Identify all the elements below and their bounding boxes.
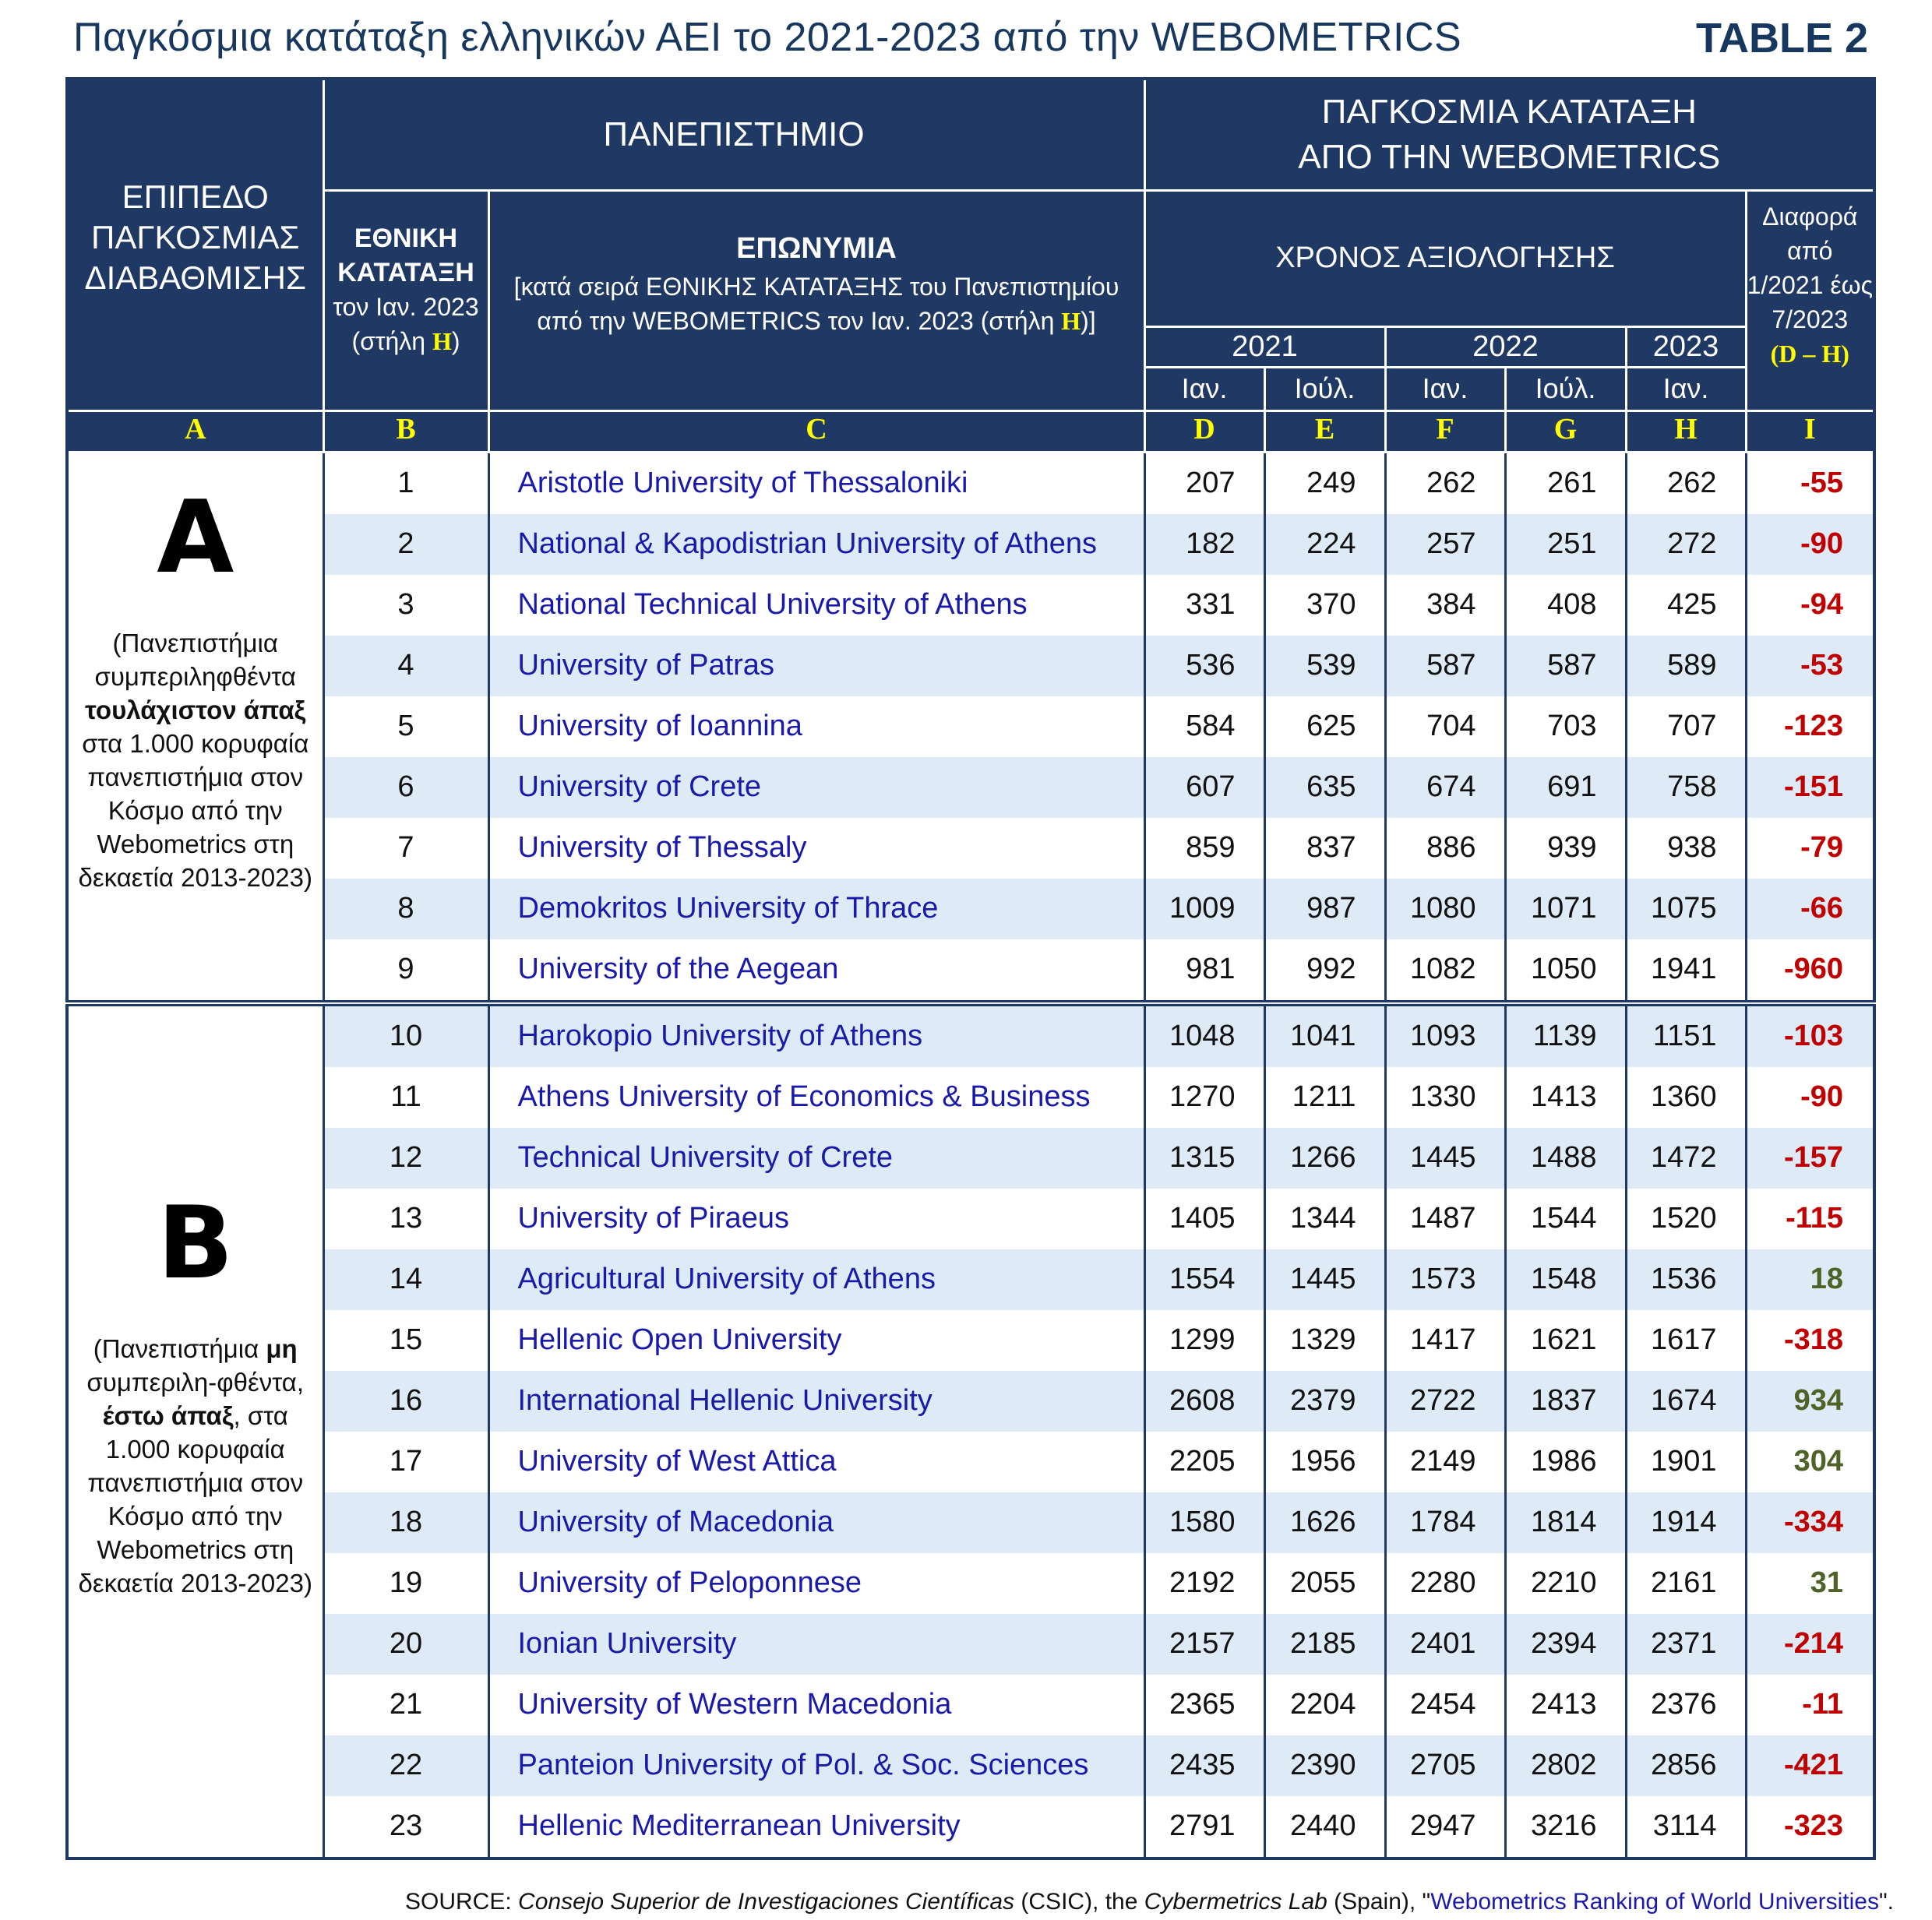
university-name[interactable]: Ionian University (488, 1614, 1144, 1675)
table-row (67, 514, 1874, 575)
rank-jan-2021: 2365 (1144, 1675, 1264, 1735)
university-name[interactable]: Athens University of Economics & Business (488, 1067, 1144, 1128)
rank-jul-2022: 2210 (1505, 1553, 1626, 1614)
rank-jul-2021: 635 (1264, 757, 1385, 818)
rank-jan-2021: 1299 (1144, 1310, 1264, 1371)
ranking-table (65, 77, 1876, 1860)
national-rank: 15 (323, 1310, 488, 1371)
table-row (67, 1675, 1874, 1735)
rank-jan-2021: 2192 (1144, 1553, 1264, 1614)
rank-diff: -157 (1746, 1128, 1874, 1189)
year-2023: 2023 (1626, 326, 1746, 367)
col-letter: C (488, 410, 1144, 452)
rank-jan-2023: 1151 (1626, 1003, 1746, 1067)
rank-jan-2021: 2435 (1144, 1735, 1264, 1796)
rank-jan-2021: 584 (1144, 696, 1264, 757)
rank-jul-2021: 1211 (1264, 1067, 1385, 1128)
rank-jan-2022: 2454 (1385, 1675, 1505, 1735)
rank-jan-2023: 1360 (1626, 1067, 1746, 1128)
rank-diff: -123 (1746, 696, 1874, 757)
rank-jul-2021: 539 (1264, 636, 1385, 696)
col-letter: F (1385, 410, 1505, 452)
national-rank: 2 (323, 514, 488, 575)
rank-jan-2021: 331 (1144, 575, 1264, 636)
col-letter: A (67, 410, 323, 452)
rank-diff: -66 (1746, 879, 1874, 939)
table-row (67, 696, 1874, 757)
table-row (67, 818, 1874, 879)
rank-jul-2022: 3216 (1505, 1796, 1626, 1858)
rank-jan-2021: 536 (1144, 636, 1264, 696)
rank-jul-2022: 1986 (1505, 1432, 1626, 1492)
col-letter: G (1505, 410, 1626, 452)
rank-diff: 31 (1746, 1553, 1874, 1614)
rank-jul-2022: 2394 (1505, 1614, 1626, 1675)
table-row (67, 1189, 1874, 1249)
rank-jan-2021: 207 (1144, 452, 1264, 514)
rank-jul-2022: 1050 (1505, 939, 1626, 1003)
rank-jan-2022: 2149 (1385, 1432, 1505, 1492)
national-rank: 16 (323, 1371, 488, 1432)
rank-jan-2023: 272 (1626, 514, 1746, 575)
university-name[interactable]: University of West Attica (488, 1432, 1144, 1492)
rank-jan-2023: 1901 (1626, 1432, 1746, 1492)
page-title: Παγκόσμια κατάταξη ελληνικών ΑΕΙ το 2021-2023 από την WEBOMETRICS (73, 15, 1462, 60)
national-rank: 17 (323, 1432, 488, 1492)
col-letter: I (1746, 410, 1874, 452)
rank-jul-2022: 1139 (1505, 1003, 1626, 1067)
university-name[interactable]: National Technical University of Athens (488, 575, 1144, 636)
table-row (67, 757, 1874, 818)
rank-jul-2021: 1266 (1264, 1128, 1385, 1189)
rank-jan-2022: 257 (1385, 514, 1505, 575)
rank-jul-2022: 1488 (1505, 1128, 1626, 1189)
national-rank: 12 (323, 1128, 488, 1189)
col-letter: D (1144, 410, 1264, 452)
rank-jan-2022: 262 (1385, 452, 1505, 514)
rank-jul-2022: 2413 (1505, 1675, 1626, 1735)
rank-jul-2021: 2390 (1264, 1735, 1385, 1796)
global-rank-header: ΠΑΓΚΟΣΜΙΑ ΚΑΤΑΤΑΞΗ ΑΠΟ ΤΗΝ WEBOMETRICS (1144, 79, 1874, 190)
rank-diff: 934 (1746, 1371, 1874, 1432)
level-group-b (67, 1003, 323, 1858)
rank-jul-2021: 249 (1264, 452, 1385, 514)
level-letter: A (157, 479, 234, 596)
rank-jan-2023: 1075 (1626, 879, 1746, 939)
rank-diff: -90 (1746, 514, 1874, 575)
rank-jul-2022: 2802 (1505, 1735, 1626, 1796)
rank-jan-2022: 384 (1385, 575, 1505, 636)
rank-diff: -421 (1746, 1735, 1874, 1796)
rank-jul-2021: 625 (1264, 696, 1385, 757)
rank-jan-2022: 2722 (1385, 1371, 1505, 1432)
national-rank: 21 (323, 1675, 488, 1735)
rank-jan-2022: 1445 (1385, 1128, 1505, 1189)
rank-diff: -53 (1746, 636, 1874, 696)
rank-jan-2022: 704 (1385, 696, 1505, 757)
rank-jul-2021: 1344 (1264, 1189, 1385, 1249)
rank-diff: -960 (1746, 939, 1874, 1003)
rank-jul-2022: 1621 (1505, 1310, 1626, 1371)
rank-diff: -323 (1746, 1796, 1874, 1858)
rank-jan-2023: 3114 (1626, 1796, 1746, 1858)
rank-jan-2023: 707 (1626, 696, 1746, 757)
source-note: SOURCE: Consejo Superior de Investigaciones Científicas (CSIC), the Cybermetrics Lab (Spain), "Webometrics Ranking of World Universities". (405, 1889, 1894, 1915)
university-header: ΠΑΝΕΠΙΣΤΗΜΙΟ (323, 79, 1144, 190)
rank-jan-2023: 262 (1626, 452, 1746, 514)
month-d: Ιαν. (1144, 367, 1264, 410)
rank-jul-2022: 587 (1505, 636, 1626, 696)
month-e: Ιούλ. (1264, 367, 1385, 410)
rank-jan-2021: 981 (1144, 939, 1264, 1003)
rank-jan-2023: 938 (1626, 818, 1746, 879)
rank-jan-2022: 2401 (1385, 1614, 1505, 1675)
university-name[interactable]: National & Kapodistrian University of Athens (488, 514, 1144, 575)
university-name[interactable]: Harokopio University of Athens (488, 1003, 1144, 1067)
rank-jul-2021: 1956 (1264, 1432, 1385, 1492)
table-row (67, 1003, 1874, 1067)
rank-jan-2023: 2376 (1626, 1675, 1746, 1735)
rank-jan-2023: 1520 (1626, 1189, 1746, 1249)
level-desc: (Πανεπιστήμια συμπεριληφθέντα τουλάχιστον άπαξ στα 1.000 κορυφαία πανεπιστήμια στον Κόσμο από την Webometrics στη δεκαετία 2013-2023) (78, 628, 312, 892)
column-letters (67, 410, 1874, 452)
table-row (67, 1553, 1874, 1614)
table-row (67, 879, 1874, 939)
rank-diff: -94 (1746, 575, 1874, 636)
rank-jan-2022: 1573 (1385, 1249, 1505, 1310)
rank-jan-2021: 1270 (1144, 1067, 1264, 1128)
source-link[interactable]: Webometrics Ranking of World Universities (1430, 1889, 1879, 1915)
table-header (67, 79, 1874, 452)
national-rank: 14 (323, 1249, 488, 1310)
rank-jan-2023: 425 (1626, 575, 1746, 636)
table-row (67, 1067, 1874, 1128)
rank-jan-2022: 2947 (1385, 1796, 1505, 1858)
rank-jul-2022: 691 (1505, 757, 1626, 818)
national-rank: 3 (323, 575, 488, 636)
rank-diff: -90 (1746, 1067, 1874, 1128)
national-rank: 6 (323, 757, 488, 818)
rank-jan-2022: 2280 (1385, 1553, 1505, 1614)
rank-jan-2021: 859 (1144, 818, 1264, 879)
table-row (67, 575, 1874, 636)
rank-jan-2021: 1315 (1144, 1128, 1264, 1189)
level-group-a (67, 452, 323, 1003)
national-rank: 7 (323, 818, 488, 879)
rank-jul-2022: 703 (1505, 696, 1626, 757)
level-desc: (Πανεπιστήμια μη συμπεριλη-φθέντα, έστω άπαξ, στα 1.000 κορυφαία πανεπιστήμια στον Κόσμο από την Webometrics στη δεκαετία 2013-2023) (78, 1333, 312, 1598)
rank-jan-2021: 2157 (1144, 1614, 1264, 1675)
rank-jul-2021: 2440 (1264, 1796, 1385, 1858)
rank-jul-2021: 224 (1264, 514, 1385, 575)
rank-jan-2023: 1914 (1626, 1492, 1746, 1553)
rank-jan-2022: 1784 (1385, 1492, 1505, 1553)
university-name[interactable]: Hellenic Open University (488, 1310, 1144, 1371)
rank-jan-2021: 1048 (1144, 1003, 1264, 1067)
rank-jul-2021: 1329 (1264, 1310, 1385, 1371)
rank-jan-2021: 1009 (1144, 879, 1264, 939)
rank-jan-2022: 1080 (1385, 879, 1505, 939)
rank-jul-2021: 1041 (1264, 1003, 1385, 1067)
rank-jan-2023: 1941 (1626, 939, 1746, 1003)
month-h: Ιαν. (1626, 367, 1746, 410)
table-row (67, 1735, 1874, 1796)
rank-jan-2022: 674 (1385, 757, 1505, 818)
university-name[interactable]: Aristotle University of Thessaloniki (488, 452, 1144, 514)
rank-jul-2022: 939 (1505, 818, 1626, 879)
rank-diff: -79 (1746, 818, 1874, 879)
university-name[interactable]: Agricultural University of Athens (488, 1249, 1144, 1310)
rank-diff: 18 (1746, 1249, 1874, 1310)
national-rank: 13 (323, 1189, 488, 1249)
rank-jul-2021: 2204 (1264, 1675, 1385, 1735)
rank-diff: -151 (1746, 757, 1874, 818)
rank-jul-2022: 1071 (1505, 879, 1626, 939)
national-rank: 9 (323, 939, 488, 1003)
rank-jan-2023: 2161 (1626, 1553, 1746, 1614)
university-name[interactable]: University of Ioannina (488, 696, 1144, 757)
col-letter: H (1626, 410, 1746, 452)
university-name[interactable]: Technical University of Crete (488, 1128, 1144, 1189)
table-row (67, 1432, 1874, 1492)
rank-jul-2022: 261 (1505, 452, 1626, 514)
rank-jul-2021: 2379 (1264, 1371, 1385, 1432)
rank-jul-2022: 1548 (1505, 1249, 1626, 1310)
table-row (67, 1128, 1874, 1189)
table-body (67, 452, 1874, 1858)
table-tag: TABLE 2 (1695, 15, 1868, 62)
name-header: ΕΠΩΝΥΜΙΑ [κατά σειρά ΕΘΝΙΚΗΣ ΚΑΤΑΤΑΞΗΣ του Πανεπιστημίου από την WEBOMETRICS τον Ιαν. 2023 (στήλη H)] (488, 190, 1144, 410)
rank-jan-2021: 2608 (1144, 1371, 1264, 1432)
rank-jul-2022: 408 (1505, 575, 1626, 636)
rank-jul-2021: 2055 (1264, 1553, 1385, 1614)
rank-jan-2021: 2205 (1144, 1432, 1264, 1492)
rank-jan-2022: 1417 (1385, 1310, 1505, 1371)
rank-jan-2021: 607 (1144, 757, 1264, 818)
university-name[interactable]: University of the Aegean (488, 939, 1144, 1003)
university-name[interactable]: Hellenic Mediterranean University (488, 1796, 1144, 1858)
university-name[interactable]: Panteion University of Pol. & Soc. Sciences (488, 1735, 1144, 1796)
rank-jan-2023: 758 (1626, 757, 1746, 818)
rank-diff: -334 (1746, 1492, 1874, 1553)
rank-jan-2022: 1093 (1385, 1003, 1505, 1067)
rank-diff: -11 (1746, 1675, 1874, 1735)
university-name[interactable]: University of Crete (488, 757, 1144, 818)
rank-jul-2022: 1544 (1505, 1189, 1626, 1249)
month-f: Ιαν. (1385, 367, 1505, 410)
col-letter: B (323, 410, 488, 452)
rank-jan-2023: 1536 (1626, 1249, 1746, 1310)
table-row (67, 939, 1874, 1003)
national-rank: 18 (323, 1492, 488, 1553)
national-rank: 8 (323, 879, 488, 939)
table-row (67, 636, 1874, 696)
university-name[interactable]: University of Macedonia (488, 1492, 1144, 1553)
national-rank: 5 (323, 696, 488, 757)
table-row (67, 1614, 1874, 1675)
rank-jan-2023: 2856 (1626, 1735, 1746, 1796)
rank-jan-2023: 1674 (1626, 1371, 1746, 1432)
university-name[interactable]: University of Patras (488, 636, 1144, 696)
rank-jan-2021: 1554 (1144, 1249, 1264, 1310)
rank-jul-2021: 837 (1264, 818, 1385, 879)
national-rank: 20 (323, 1614, 488, 1675)
national-rank: 22 (323, 1735, 488, 1796)
rank-diff: -55 (1746, 452, 1874, 514)
rank-jan-2021: 2791 (1144, 1796, 1264, 1858)
level-letter: B (157, 1185, 234, 1302)
rank-jul-2021: 370 (1264, 575, 1385, 636)
rank-jan-2022: 886 (1385, 818, 1505, 879)
month-g: Ιούλ. (1505, 367, 1626, 410)
national-rank: 4 (323, 636, 488, 696)
year-2021: 2021 (1144, 326, 1385, 367)
col-letter: E (1264, 410, 1385, 452)
rank-jan-2022: 587 (1385, 636, 1505, 696)
national-rank: 19 (323, 1553, 488, 1614)
rank-jan-2022: 1487 (1385, 1189, 1505, 1249)
rank-jul-2022: 1814 (1505, 1492, 1626, 1553)
university-name[interactable]: University of Western Macedonia (488, 1675, 1144, 1735)
diff-header: Διαφορά από 1/2021 έως 7/2023 (D – H) (1746, 190, 1874, 410)
table-row (67, 1371, 1874, 1432)
rank-jul-2022: 1837 (1505, 1371, 1626, 1432)
rank-jan-2021: 1580 (1144, 1492, 1264, 1553)
national-rank: 1 (323, 452, 488, 514)
table-row (67, 1796, 1874, 1858)
rank-jul-2021: 1626 (1264, 1492, 1385, 1553)
table-row (67, 452, 1874, 514)
university-name[interactable]: University of Piraeus (488, 1189, 1144, 1249)
rank-jan-2023: 1617 (1626, 1310, 1746, 1371)
rank-jul-2021: 992 (1264, 939, 1385, 1003)
rank-jul-2021: 2185 (1264, 1614, 1385, 1675)
rank-diff: 304 (1746, 1432, 1874, 1492)
rank-jan-2021: 182 (1144, 514, 1264, 575)
rank-diff: -214 (1746, 1614, 1874, 1675)
level-header: ΕΠΙΠΕΔΟ ΠΑΓΚΟΣΜΙΑΣ ΔΙΑΒΑΘΜΙΣΗΣ (67, 79, 323, 410)
national-rank: 10 (323, 1003, 488, 1067)
university-name[interactable]: University of Peloponnese (488, 1553, 1144, 1614)
table-row (67, 1492, 1874, 1553)
table-row (67, 1249, 1874, 1310)
rank-jan-2022: 2705 (1385, 1735, 1505, 1796)
rank-jan-2022: 1082 (1385, 939, 1505, 1003)
rank-jul-2021: 1445 (1264, 1249, 1385, 1310)
rank-diff: -115 (1746, 1189, 1874, 1249)
rank-jul-2021: 987 (1264, 879, 1385, 939)
university-name[interactable]: University of Thessaly (488, 818, 1144, 879)
rank-jan-2022: 1330 (1385, 1067, 1505, 1128)
national-rank: 11 (323, 1067, 488, 1128)
university-name[interactable]: Demokritos University of Thrace (488, 879, 1144, 939)
year-2022: 2022 (1385, 326, 1626, 367)
rank-jul-2022: 1413 (1505, 1067, 1626, 1128)
university-name[interactable]: International Hellenic University (488, 1371, 1144, 1432)
rank-jan-2021: 1405 (1144, 1189, 1264, 1249)
rank-diff: -103 (1746, 1003, 1874, 1067)
rank-jul-2022: 251 (1505, 514, 1626, 575)
rank-diff: -318 (1746, 1310, 1874, 1371)
table-row (67, 1310, 1874, 1371)
national-rank: 23 (323, 1796, 488, 1858)
eval-year-header: ΧΡΟΝΟΣ ΑΞΙΟΛΟΓΗΣΗΣ (1144, 190, 1746, 326)
rank-jan-2023: 2371 (1626, 1614, 1746, 1675)
rank-jan-2023: 1472 (1626, 1128, 1746, 1189)
rank-jan-2023: 589 (1626, 636, 1746, 696)
national-rank-header: ΕΘΝΙΚΗ ΚΑΤΑΤΑΞΗ τον Ιαν. 2023 (στήλη H) (323, 190, 488, 410)
